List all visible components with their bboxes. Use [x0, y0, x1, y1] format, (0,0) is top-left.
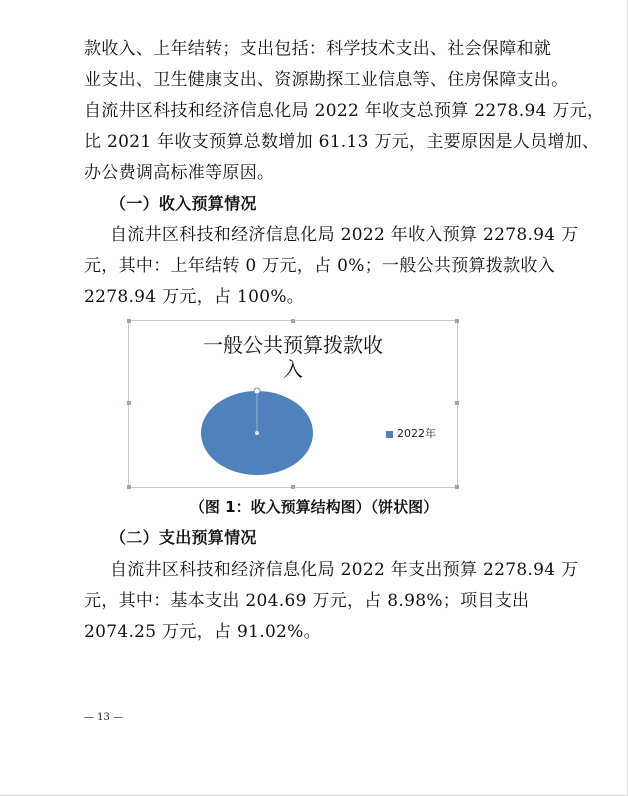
pie-plot: [129, 321, 457, 487]
legend-swatch: [386, 431, 393, 438]
paragraph-line: 自流井区科技和经济信息化局 2022 年收支总预算 2278.94 万元，: [84, 101, 605, 121]
paragraph-line: 办公费调高标准等原因。: [84, 163, 275, 183]
chart-title-line: 入: [283, 357, 303, 381]
slice-handle[interactable]: [254, 388, 260, 394]
paragraph-line: 自流井区科技和经济信息化局 2022 年支出预算 2278.94 万: [110, 560, 579, 580]
pie-chart: [128, 320, 458, 488]
paragraph-line: 2278.94 万元，占 100%。: [84, 287, 305, 307]
section-heading-expense: （二）支出预算情况: [110, 528, 257, 547]
paragraph-line: 2074.25 万元，占 91.02%。: [84, 622, 321, 642]
page-number: — 13 —: [84, 712, 124, 723]
paragraph-line: 业支出、卫生健康支出、资源勘探工业信息等、住房保障支出。: [84, 70, 569, 90]
section-heading-income: （一）收入预算情况: [110, 194, 257, 213]
slice-center-point: [255, 431, 259, 435]
paragraph-line: 元，其中：上年结转 0 万元，占 0%；一般公共预算拨款收入: [84, 256, 555, 276]
paragraph-line: 元，其中：基本支出 204.69 万元，占 8.98%；项目支出: [84, 591, 530, 611]
figure-caption: （图 1：收入预算结构图）（饼状图）: [189, 498, 439, 516]
paragraph-line: 自流井区科技和经济信息化局 2022 年收入预算 2278.94 万: [110, 225, 579, 245]
paragraph-line: 款收入、上年结转；支出包括：科学技术支出、社会保障和就: [84, 39, 552, 59]
chart-title-line: 一般公共预算拨款收: [203, 333, 383, 357]
legend-label: 2022年: [397, 427, 436, 440]
paragraph-line: 比 2021 年收支预算总数增加 61.13 万元，主要原因是人员增加、: [84, 132, 600, 152]
